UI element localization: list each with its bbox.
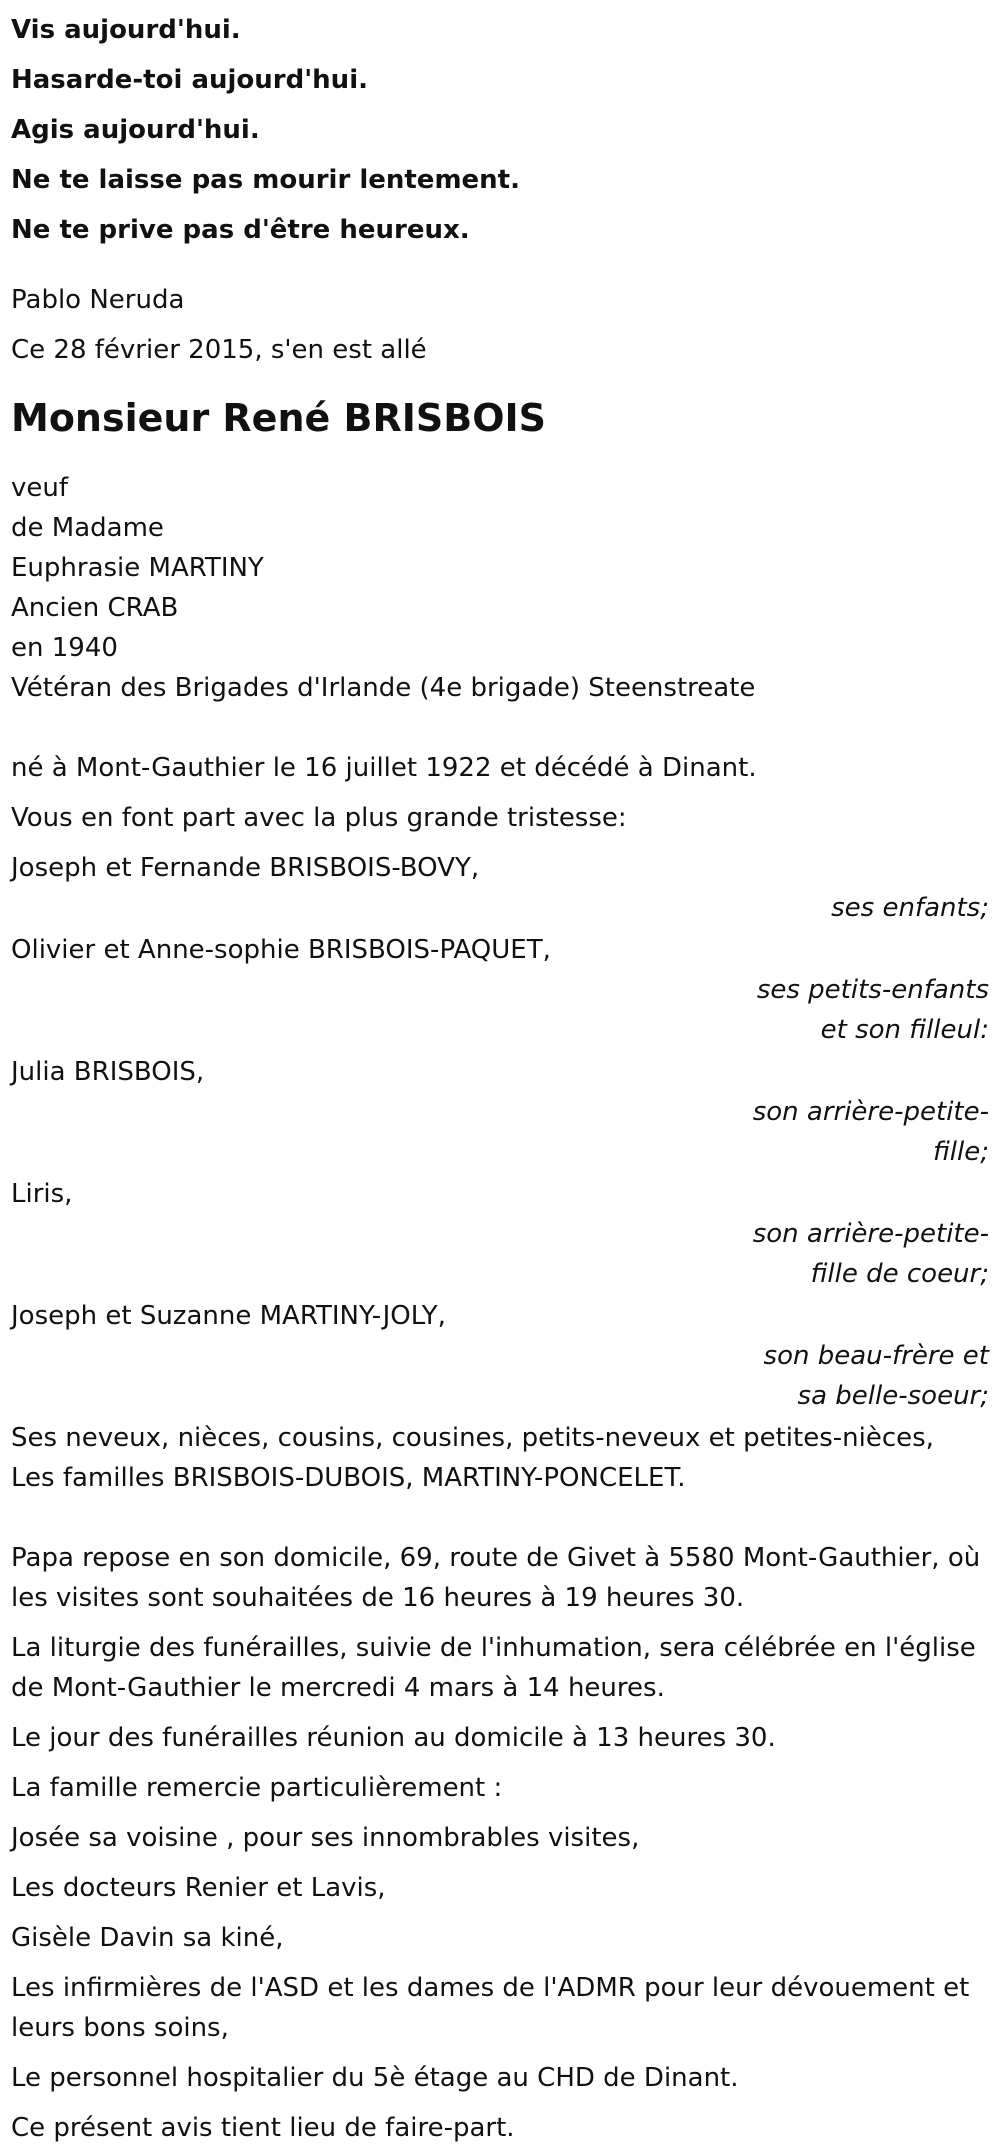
- family-name: Olivier et Anne-sophie BRISBOIS-PAQUET,: [11, 935, 551, 965]
- detail-line: de Madame: [11, 513, 164, 543]
- family-list: [11, 848, 989, 1416]
- family-entry: [11, 1296, 989, 1416]
- quote-block: [11, 10, 989, 250]
- relatives-line: Les familles BRISBOIS-DUBOIS, MARTINY-PONCELET.: [11, 1463, 686, 1493]
- meeting-info: Le jour des funérailles réunion au domicile à 13 heures 30.: [11, 1723, 776, 1753]
- family-role: ses enfants;: [831, 893, 989, 923]
- thanks-line: Les infirmières de l'ASD et les dames de l'ADMR pour leur dévouement et leurs bons soins,: [11, 1973, 970, 2043]
- deceased-name: Monsieur René BRISBOIS: [11, 396, 547, 440]
- liturgy-info: La liturgie des funérailles, suivie de l'inhumation, sera célébrée en l'église de Mont-Gauthier le mercredi 4 mars à 14 heures.: [11, 1633, 976, 1703]
- family-entry: [11, 1174, 989, 1294]
- thanks-line: Gisèle Davin sa kiné,: [11, 1923, 284, 1953]
- details-block: [11, 468, 989, 708]
- detail-line: Vétéran des Brigades d'Irlande (4e brigade) Steenstreate: [11, 673, 756, 703]
- birth-line: né à Mont-Gauthier le 16 juillet 1922 et décédé à Dinant.: [11, 753, 757, 783]
- quote-line: Ne te laisse pas mourir lentement.: [11, 165, 520, 195]
- announce-line: Vous en font part avec la plus grande tristesse:: [11, 803, 627, 833]
- quote-author: Pablo Neruda: [11, 285, 185, 315]
- death-line: Ce 28 février 2015, s'en est allé: [11, 335, 427, 365]
- relatives-block: [11, 1418, 989, 1498]
- family-entry: [11, 848, 989, 928]
- closing-line: Ce présent avis tient lieu de faire-part.: [11, 2113, 515, 2143]
- quote-line: Agis aujourd'hui.: [11, 115, 260, 145]
- detail-line: en 1940: [11, 633, 118, 663]
- family-name: Liris,: [11, 1179, 73, 1209]
- family-name: Julia BRISBOIS,: [11, 1057, 205, 1087]
- quote-line: Vis aujourd'hui.: [11, 15, 241, 45]
- quote-line: Hasarde-toi aujourd'hui.: [11, 65, 368, 95]
- family-role: son arrière-petite-fille de coeur;: [752, 1219, 989, 1289]
- rest-info: Papa repose en son domicile, 69, route de Givet à 5580 Mont-Gauthier, où les visites sont souhaitées de 16 heures à 19 heures 30.: [11, 1543, 981, 1613]
- thanks-intro: La famille remercie particulièrement :: [11, 1773, 503, 1803]
- thanks-line: Le personnel hospitalier du 5è étage au CHD de Dinant.: [11, 2063, 739, 2093]
- relatives-line: Ses neveux, nièces, cousins, cousines, petits-neveux et petites-nièces,: [11, 1423, 934, 1453]
- family-name: Joseph et Suzanne MARTINY-JOLY,: [11, 1301, 446, 1331]
- family-entry: [11, 930, 989, 1050]
- thanks-line: Les docteurs Renier et Lavis,: [11, 1873, 386, 1903]
- family-name: Joseph et Fernande BRISBOIS-BOVY,: [11, 853, 480, 883]
- detail-line: veuf: [11, 473, 69, 503]
- family-entry: [11, 1052, 989, 1172]
- family-role: ses petits-enfants et son filleul:: [756, 975, 989, 1045]
- family-role: son beau-frère et sa belle-soeur;: [763, 1341, 989, 1411]
- thanks-line: Josée sa voisine , pour ses innombrables visites,: [11, 1823, 640, 1853]
- detail-line: Ancien CRAB: [11, 593, 179, 623]
- family-role: son arrière-petite-fille;: [752, 1097, 989, 1167]
- detail-line: Euphrasie MARTINY: [11, 553, 264, 583]
- quote-line: Ne te prive pas d'être heureux.: [11, 215, 470, 245]
